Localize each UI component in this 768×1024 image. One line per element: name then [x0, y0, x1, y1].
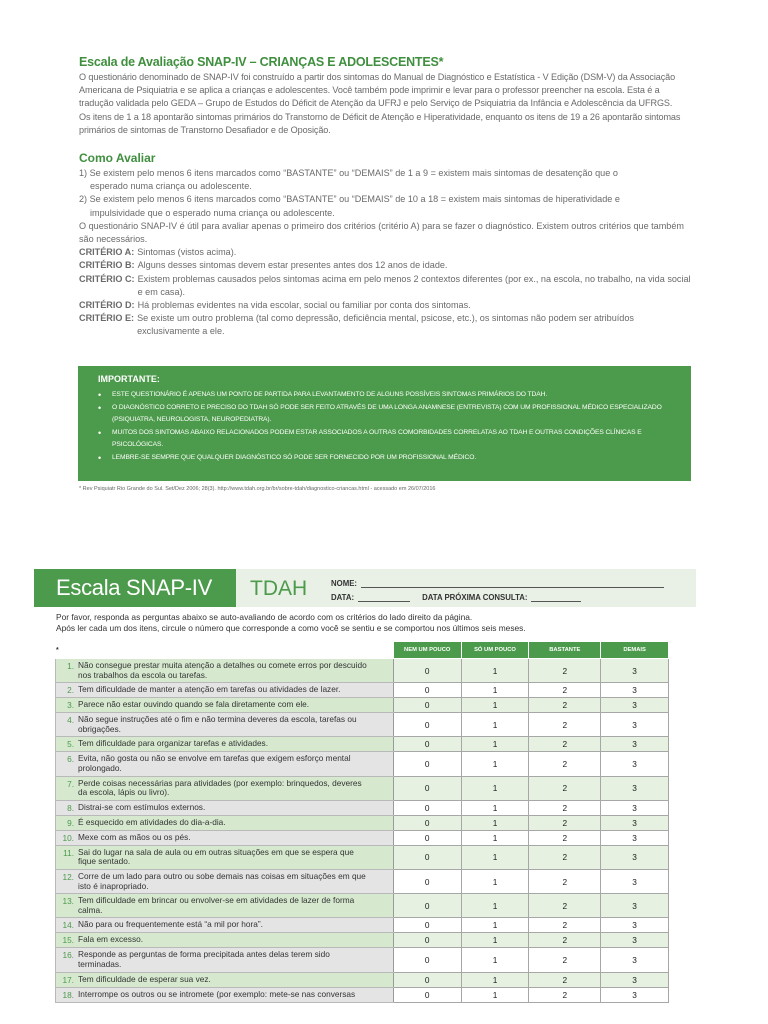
- score-option[interactable]: 1: [461, 972, 529, 987]
- table-header-row: [56, 642, 669, 659]
- score-option[interactable]: 2: [529, 987, 601, 1002]
- question-row: [56, 659, 669, 683]
- score-option[interactable]: 0: [393, 713, 461, 737]
- criterion-item: [79, 312, 691, 338]
- score-option[interactable]: 0: [393, 869, 461, 893]
- question-row: [56, 800, 669, 815]
- question-text: Não segue instruções até o fim e não termina deveres da escola, tarefas ou obrigações.: [78, 714, 357, 734]
- score-option[interactable]: 0: [393, 659, 461, 683]
- score-option[interactable]: 0: [393, 918, 461, 933]
- score-option[interactable]: 1: [461, 869, 529, 893]
- score-option[interactable]: 1: [461, 933, 529, 948]
- question-text: Tem dificuldade de manter a atenção em tarefas ou atividades de lazer.: [78, 684, 341, 695]
- question-text: Interrompe os outros ou se intromete (por exemplo: mete-se nas conversas: [78, 988, 356, 999]
- score-option[interactable]: 0: [393, 815, 461, 830]
- criterion-label: CRITÉRIO B:: [79, 260, 135, 271]
- question-row: [56, 948, 669, 972]
- page-title: Escala de Avaliação SNAP-IV – CRIANÇAS E ADOLESCENTES*: [79, 55, 444, 69]
- score-option[interactable]: 0: [393, 698, 461, 713]
- question-row: [56, 752, 669, 776]
- intro-text: [79, 71, 691, 137]
- important-list: [98, 389, 679, 464]
- score-option[interactable]: 3: [601, 800, 669, 815]
- question-cell: [56, 800, 394, 815]
- criterion-text: Sintomas (vistos acima).: [137, 247, 237, 258]
- score-option[interactable]: 3: [601, 918, 669, 933]
- question-text: Evita, não gosta ou não se envolve em tarefas que exigem esforço mental prolongado.: [78, 753, 351, 773]
- question-cell: [56, 659, 394, 683]
- question-cell: [56, 918, 394, 933]
- score-option[interactable]: 2: [529, 933, 601, 948]
- criterion-item: [79, 246, 691, 259]
- question-cell: [56, 752, 394, 776]
- important-item: [98, 452, 679, 465]
- score-option[interactable]: 1: [461, 776, 529, 800]
- question-cell: [56, 776, 394, 800]
- score-option[interactable]: 1: [461, 698, 529, 713]
- score-option[interactable]: 0: [393, 972, 461, 987]
- question-text: Não para ou frequentemente está “a mil por hora”.: [78, 919, 263, 930]
- form-title: Escala SNAP-IV: [34, 569, 236, 607]
- question-cell: [56, 987, 394, 1002]
- question-row: [56, 776, 669, 800]
- score-option[interactable]: 1: [461, 948, 529, 972]
- name-field[interactable]: NOME:: [331, 574, 664, 588]
- intro-paragraph-2: Os itens de 1 a 18 apontarão sintomas primários do Transtorno de Déficit de Atenção e Hiperatividade, enquanto os itens de 19 a 26 apontarão sintomas primários de sintomas de Transtorno Desafiador e de Oposição.: [79, 111, 681, 135]
- question-row: [56, 737, 669, 752]
- criterion-text: Há problemas evidentes na vida escolar, social ou familiar por conta dos sintomas.: [137, 300, 471, 311]
- score-option[interactable]: 3: [601, 713, 669, 737]
- criterion-item: [79, 259, 691, 272]
- date-fields: DATA: DATA PRÓXIMA CONSULTA:: [331, 588, 664, 602]
- score-option[interactable]: 2: [529, 845, 601, 869]
- score-option[interactable]: 2: [529, 918, 601, 933]
- how-item-2: 2) Se existem pelo menos 6 itens marcados como “BASTANTE” ou “DEMAIS” de 10 a 18 = existem mais sintomas de hiperatividade e impulsividade que o esperado numa criança ou adolescente.: [79, 194, 620, 218]
- question-number: 8.: [67, 802, 74, 813]
- question-text: Perde coisas necessárias para atividades (por exemplo: brinquedos, deveres da escola, lápis ou livro).: [78, 777, 362, 798]
- question-row: [56, 845, 669, 869]
- bullet-icon: •: [98, 427, 102, 438]
- score-option[interactable]: 0: [393, 987, 461, 1002]
- question-cell: [56, 815, 394, 830]
- question-text: Corre de um lado para outro ou sobe demais nas coisas em situações em que isto é inapropriado.: [78, 870, 366, 891]
- score-option[interactable]: 1: [461, 737, 529, 752]
- score-option[interactable]: 1: [461, 830, 529, 845]
- column-header: DEMAIS: [601, 642, 669, 659]
- page-two: [0, 555, 768, 1024]
- criterion-label: CRITÉRIO A:: [79, 247, 135, 258]
- question-row: [56, 869, 669, 893]
- question-row: [56, 830, 669, 845]
- how-item-3: O questionário SNAP-IV é útil para avaliar apenas o primeiro dos critérios (critério A) para se fazer o diagnóstico. Existem outros critérios que também são necessários.: [79, 220, 685, 245]
- score-option[interactable]: 1: [461, 752, 529, 776]
- score-option[interactable]: 0: [393, 800, 461, 815]
- question-cell: [56, 845, 394, 869]
- question-row: [56, 987, 669, 1002]
- score-option[interactable]: 3: [601, 737, 669, 752]
- criterion-text: Alguns desses sintomas devem estar presentes antes dos 12 anos de idade.: [137, 260, 448, 271]
- question-column-header: *: [56, 642, 394, 659]
- question-cell: [56, 830, 394, 845]
- question-number: 11.: [63, 847, 74, 858]
- score-option[interactable]: 2: [529, 659, 601, 683]
- question-rows: [56, 659, 669, 1003]
- snap-iv-table: [55, 641, 669, 1003]
- score-option[interactable]: 3: [601, 933, 669, 948]
- question-row: [56, 683, 669, 698]
- form-header: [34, 569, 696, 607]
- question-row: [56, 972, 669, 987]
- score-option[interactable]: 2: [529, 948, 601, 972]
- score-option[interactable]: 0: [393, 845, 461, 869]
- score-option[interactable]: 2: [529, 683, 601, 698]
- criterion-item: [79, 273, 691, 299]
- question-number: 12.: [62, 871, 74, 882]
- score-option[interactable]: 2: [529, 776, 601, 800]
- score-option[interactable]: 3: [601, 752, 669, 776]
- question-text: Parece não estar ouvindo quando se fala diretamente com ele.: [78, 699, 310, 710]
- score-option[interactable]: 2: [529, 698, 601, 713]
- question-number: 18.: [62, 989, 74, 1000]
- criteria-list: [79, 246, 691, 338]
- score-option[interactable]: 3: [601, 830, 669, 845]
- score-option[interactable]: 2: [529, 830, 601, 845]
- score-option[interactable]: 1: [461, 683, 529, 698]
- criterion-label: CRITÉRIO C:: [79, 273, 135, 284]
- question-row: [56, 894, 669, 918]
- important-item: [98, 427, 679, 452]
- question-number: 17.: [62, 974, 74, 985]
- question-number: 2.: [67, 685, 74, 696]
- question-text: Tem dificuldade de esperar sua vez.: [78, 973, 211, 984]
- question-text: Mexe com as mãos ou os pés.: [78, 831, 191, 842]
- how-to-evaluate-title: Como Avaliar: [79, 151, 156, 166]
- question-cell: [56, 713, 394, 737]
- how-item-1: 1) Se existem pelo menos 6 itens marcados como “BASTANTE” ou “DEMAIS” de 1 a 9 = existem mais sintomas de desatenção que o esperado numa criança ou adolescente.: [79, 168, 618, 192]
- form-subtitle: TDAH: [250, 577, 308, 600]
- score-option[interactable]: 3: [601, 845, 669, 869]
- important-item: [98, 389, 679, 402]
- important-title: IMPORTANTE:: [98, 374, 160, 384]
- how-to-evaluate-list: [79, 167, 691, 246]
- date-line[interactable]: [358, 593, 410, 602]
- column-header: BASTANTE: [529, 642, 601, 659]
- score-option[interactable]: 2: [529, 713, 601, 737]
- next-date-line[interactable]: [531, 593, 581, 602]
- criterion-label: CRITÉRIO D:: [79, 300, 135, 311]
- score-option[interactable]: 2: [529, 894, 601, 918]
- score-option[interactable]: 1: [461, 659, 529, 683]
- score-option[interactable]: 1: [461, 713, 529, 737]
- question-text: Não consegue prestar muita atenção a detalhes ou comete erros por descuido nos trabalhos da escola ou tarefas.: [78, 660, 367, 680]
- important-text: ESTE QUESTIONÁRIO É APENAS UM PONTO DE PARTIDA PARA LEVANTAMENTO DE ALGUNS POSSÍVEIS SINTOMAS PRIMÁRIOS DO TDAH.: [112, 391, 548, 398]
- question-row: [56, 918, 669, 933]
- score-option[interactable]: 3: [601, 869, 669, 893]
- score-option[interactable]: 0: [393, 948, 461, 972]
- question-number: 1.: [67, 661, 74, 671]
- question-number: 16.: [62, 950, 74, 961]
- criterion-text: Existem problemas causados pelos sintomas acima em pelo menos 2 contextos diferentes (por ex., na escola, no trabalho, na vida social e em casa).: [137, 273, 691, 297]
- question-number: 14.: [62, 920, 74, 931]
- question-row: [56, 815, 669, 830]
- question-cell: [56, 948, 394, 972]
- question-cell: [56, 869, 394, 893]
- score-option[interactable]: 2: [529, 869, 601, 893]
- page-one-content: [79, 55, 691, 339]
- score-option[interactable]: 1: [461, 918, 529, 933]
- score-option[interactable]: 1: [461, 815, 529, 830]
- question-cell: [56, 698, 394, 713]
- score-option[interactable]: 0: [393, 683, 461, 698]
- bullet-icon: •: [98, 402, 102, 413]
- score-option[interactable]: 2: [529, 800, 601, 815]
- score-option[interactable]: 3: [601, 987, 669, 1002]
- question-text: Tem dificuldade para organizar tarefas e atividades.: [78, 738, 269, 749]
- score-option[interactable]: 1: [461, 845, 529, 869]
- score-option[interactable]: 2: [529, 815, 601, 830]
- score-option[interactable]: 3: [601, 948, 669, 972]
- score-option[interactable]: 3: [601, 894, 669, 918]
- question-number: 3.: [67, 700, 74, 711]
- score-option[interactable]: 0: [393, 737, 461, 752]
- important-text: O DIAGNÓSTICO CORRETO E PRECISO DO TDAH SÓ PODE SER FEITO ATRAVÉS DE UMA LONGA ANAMNESE (ENTREVISTA) COM UM PROFISSIONAL MÉDICO ESPECIALIZADO (PSIQUIATRA, NEUROLOGISTA, NEUROPEDIATRA).: [112, 403, 662, 423]
- score-option[interactable]: 1: [461, 987, 529, 1002]
- score-option[interactable]: 1: [461, 894, 529, 918]
- score-option[interactable]: 3: [601, 698, 669, 713]
- question-number: 6.: [67, 754, 74, 765]
- score-option[interactable]: 0: [393, 933, 461, 948]
- bullet-icon: •: [98, 452, 102, 463]
- question-row: [56, 933, 669, 948]
- question-text: É esquecido em atividades do dia-a-dia.: [78, 816, 226, 827]
- question-cell: [56, 737, 394, 752]
- question-number: 15.: [62, 935, 74, 946]
- name-line[interactable]: [361, 579, 664, 588]
- question-text: Distrai-se com estímulos externos.: [78, 801, 206, 812]
- question-text: Fala em excesso.: [78, 934, 144, 945]
- criterion-text: Se existe um outro problema (tal como depressão, deficiência mental, psicose, etc.), os sintomas não podem ser atribuídos exclusivamente a ele.: [137, 313, 634, 337]
- question-number: 10.: [62, 832, 74, 843]
- question-cell: [56, 683, 394, 698]
- question-row: [56, 713, 669, 737]
- question-cell: [56, 894, 394, 918]
- column-header: SÓ UM POUCO: [461, 642, 529, 659]
- form-instructions: Por favor, responda as perguntas abaixo se auto-avaliando de acordo com os critérios do lado direito da página. Após ler cada um dos itens, circule o número que corresponde a como você se sentiu e se comportou nos últimos seis meses.: [56, 612, 526, 633]
- intro-paragraph-1: O questionário denominado de SNAP-IV foi construído a partir dos sintomas do Manual de Diagnóstico e Estatística - V Edição (DSM-V) da Associação Americana de Psiquiatria e se aplica a crianças e adolescentes. Você também pode imprimir e levar para o professor preencher na escola. Esta é a tradução validada pelo GEDA – Grupo de Estudos do Déficit de Atenção da UFRJ e pelo Serviço de Psiquiatria da Infância e Adolescência da UFRGS.: [79, 72, 676, 109]
- score-option[interactable]: 0: [393, 752, 461, 776]
- question-cell: [56, 972, 394, 987]
- bullet-icon: •: [98, 390, 102, 400]
- score-option[interactable]: 3: [601, 776, 669, 800]
- important-text: LEMBRE-SE SEMPRE QUE QUALQUER DIAGNÓSTICO SÓ PODE SER FORNECIDO POR UM PROFISSIONAL MÉDICO.: [112, 453, 477, 461]
- question-number: 9.: [67, 817, 74, 828]
- criterion-item: [79, 299, 691, 312]
- important-text: MUITOS DOS SINTOMAS ABAIXO RELACIONADOS PODEM ESTAR ASSOCIADOS A OUTRAS COMORBIDADES CORRELATAS AO TDAH E OUTRAS CONDIÇÕES CLÍNICAS E PSICOLÓGICAS.: [112, 428, 642, 448]
- important-item: [98, 402, 679, 427]
- footnote: * Rev Psiquiatr Rio Grande do Sul. Set/Dez 2006; 28(3). http://www.tdah.org.br/br/sobre-tdah/diagnostico-criancas.html - acessado em 26/07/2016: [79, 486, 436, 492]
- question-text: Sai do lugar na sala de aula ou em outras situações em que se espera que fique sentado.: [78, 846, 354, 867]
- question-text: Responde as perguntas de forma precipitada antes delas terem sido terminadas.: [78, 949, 330, 969]
- column-header: NEM UM POUCO: [393, 642, 461, 659]
- score-option[interactable]: 0: [393, 830, 461, 845]
- score-option[interactable]: 1: [461, 800, 529, 815]
- important-box: [78, 366, 691, 481]
- question-row: [56, 698, 669, 713]
- score-option[interactable]: 0: [393, 894, 461, 918]
- form-fields: [331, 574, 664, 602]
- question-cell: [56, 933, 394, 948]
- score-option[interactable]: 3: [601, 815, 669, 830]
- score-option[interactable]: 3: [601, 972, 669, 987]
- question-number: 4.: [67, 715, 74, 726]
- question-number: 7.: [67, 778, 74, 789]
- score-option[interactable]: 3: [601, 659, 669, 683]
- score-option[interactable]: 0: [393, 776, 461, 800]
- score-option[interactable]: 2: [529, 752, 601, 776]
- score-option[interactable]: 2: [529, 972, 601, 987]
- criterion-label: CRITÉRIO E:: [79, 313, 135, 324]
- score-option[interactable]: 2: [529, 737, 601, 752]
- score-option[interactable]: 3: [601, 683, 669, 698]
- question-number: 5.: [67, 739, 74, 750]
- question-number: 13.: [62, 896, 74, 907]
- question-text: Tem dificuldade em brincar ou envolver-se em atividades de lazer de forma calma.: [78, 895, 355, 915]
